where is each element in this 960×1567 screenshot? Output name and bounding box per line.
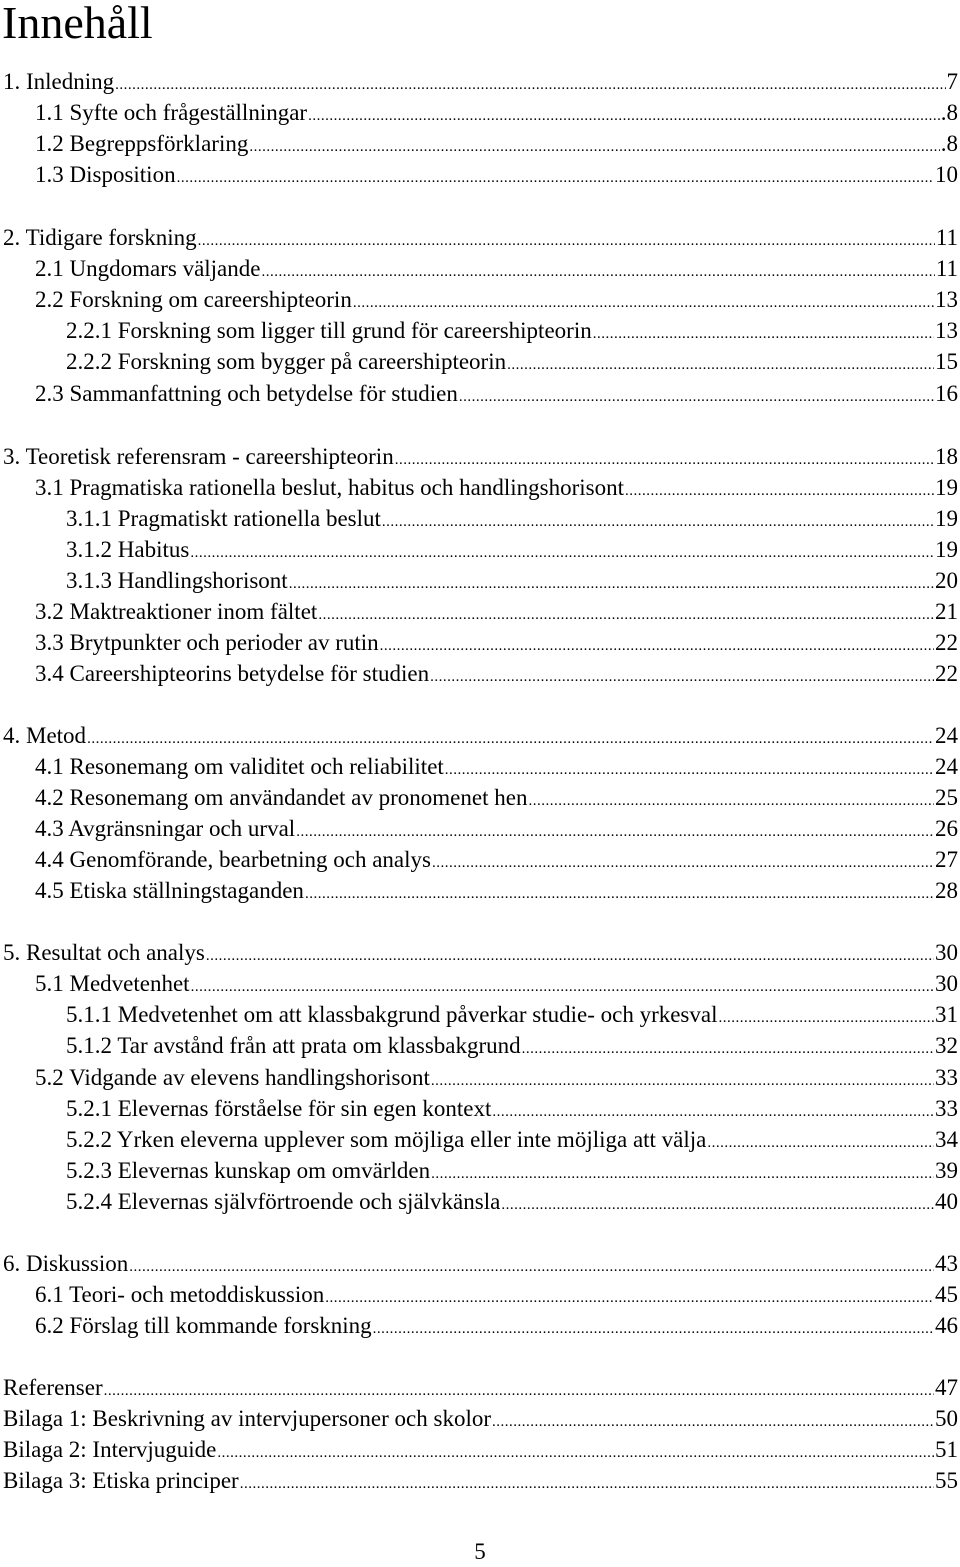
- toc-entry-title: Bilaga 1: Beskrivning av intervjupersoner och skolor: [3, 1406, 492, 1431]
- toc-entry-page: 20: [935, 568, 958, 593]
- toc-entry-page: .8: [940, 100, 958, 125]
- toc-entry-title: 2.1 Ungdomars väljande: [35, 256, 261, 281]
- toc-entry[interactable]: [3, 1248, 958, 1279]
- toc-entry-title: 2.2.1 Forskning som ligger till grund för careershipteorin: [66, 318, 592, 343]
- toc-entry-page: 22: [935, 630, 958, 655]
- toc-entry-page: 39: [935, 1158, 958, 1183]
- toc-entry-title: Bilaga 3: Etiska principer: [3, 1468, 239, 1493]
- toc-entry-page: 30: [935, 940, 958, 965]
- toc-entry-page: 34: [935, 1127, 958, 1152]
- toc-entry-title: 3.1.1 Pragmatiskt rationella beslut: [66, 506, 381, 531]
- toc-entry-page: 55: [935, 1468, 958, 1493]
- toc-entry-title: 5.1 Medvetenhet: [35, 971, 190, 996]
- toc-entry[interactable]: [66, 1155, 958, 1186]
- toc-entry-title: 6.2 Förslag till kommande forskning: [35, 1313, 372, 1338]
- toc-entry-title: 4.3 Avgränsningar och urval: [35, 816, 296, 841]
- toc-entry-page: 40: [935, 1189, 958, 1214]
- toc-entry-page: 45: [935, 1282, 958, 1307]
- toc-entry-title: 4.5 Etiska ställningstaganden: [35, 878, 304, 903]
- toc-entry-page: 19: [935, 506, 958, 531]
- toc-entry[interactable]: [3, 1434, 958, 1465]
- toc-entry-page: 15: [935, 349, 958, 374]
- toc-entry-page: 11: [935, 256, 958, 281]
- toc-entry-page: 25: [935, 785, 958, 810]
- toc-entry[interactable]: [35, 1310, 958, 1341]
- toc-entry[interactable]: [35, 782, 958, 813]
- toc-entry-page: 22: [935, 661, 958, 686]
- toc-entry-title: 5. Resultat och analys: [3, 940, 205, 965]
- toc-entry-page: 18: [935, 444, 958, 469]
- toc-entry[interactable]: [35, 472, 958, 503]
- toc-entry-title: 2.2.2 Forskning som bygger på careershipteorin: [66, 349, 507, 374]
- toc-entry-page: 33: [935, 1096, 958, 1121]
- toc-dot-leader: [177, 163, 934, 194]
- toc-entry-page: 7: [946, 69, 958, 94]
- toc-dot-leader: [522, 1034, 934, 1065]
- toc-entry[interactable]: [3, 1403, 958, 1434]
- toc-entry-page: 24: [935, 723, 958, 748]
- toc-entry-title: 3.2 Maktreaktioner inom fältet: [35, 599, 318, 624]
- toc-entry-title: 2.3 Sammanfattning och betydelse för studien: [35, 381, 458, 406]
- toc-entry-title: 2.2 Forskning om careershipteorin: [35, 287, 352, 312]
- toc-entry[interactable]: [3, 720, 958, 751]
- toc-entry-title: 3.3 Brytpunkter och perioder av rutin: [35, 630, 379, 655]
- toc-entry[interactable]: [66, 315, 958, 346]
- toc-entry-page: 10: [935, 162, 958, 187]
- toc-dot-leader: [240, 1469, 934, 1500]
- toc-entry-title: 3.1.3 Handlingshorisont: [66, 568, 288, 593]
- toc-entry-title: Referenser: [3, 1375, 103, 1400]
- toc-entry-title: 5.2 Vidgande av elevens handlingshorisont: [35, 1065, 430, 1090]
- toc-entry-page: 27: [935, 847, 958, 872]
- toc-entry-title: 5.2.3 Elevernas kunskap om omvärlden: [66, 1158, 431, 1183]
- toc-entry[interactable]: [3, 66, 958, 97]
- toc-entry[interactable]: [66, 1093, 958, 1124]
- toc-entry[interactable]: [35, 658, 958, 689]
- toc-entry-title: 1.2 Begreppsförklaring: [35, 131, 249, 156]
- toc-entry-page: 11: [935, 225, 958, 250]
- toc-entry-page: 32: [935, 1033, 958, 1058]
- toc-entry[interactable]: [66, 565, 958, 596]
- toc-entry[interactable]: [35, 1279, 958, 1310]
- toc-entry[interactable]: [35, 875, 958, 906]
- toc-entry[interactable]: [35, 968, 958, 999]
- toc-entry-page: 33: [935, 1065, 958, 1090]
- toc-entry-title: 5.1.1 Medvetenhet om att klassbakgrund påverkar studie- och yrkesval: [66, 1002, 718, 1027]
- toc-entry[interactable]: [3, 222, 958, 253]
- toc-entry[interactable]: [66, 999, 958, 1030]
- toc-entry[interactable]: [3, 441, 958, 472]
- toc-entry-page: 24: [935, 754, 958, 779]
- toc-entry[interactable]: [35, 813, 958, 844]
- toc-entry-title: 5.1.2 Tar avstånd från att prata om klassbakgrund: [66, 1033, 521, 1058]
- toc-entry-title: 3.1 Pragmatiska rationella beslut, habitus och handlingshorisont: [35, 475, 624, 500]
- toc-entry-page: 51: [935, 1437, 958, 1462]
- toc-entry-page: 13: [935, 318, 958, 343]
- page-title: Innehåll: [2, 0, 153, 48]
- toc-entry[interactable]: [35, 627, 958, 658]
- toc-entry[interactable]: [35, 751, 958, 782]
- toc-entry[interactable]: [66, 1124, 958, 1155]
- toc-dot-leader: [373, 1314, 934, 1345]
- toc-entry-title: 4.1 Resonemang om validitet och reliabilitet: [35, 754, 444, 779]
- toc-entry-title: 1.3 Disposition: [35, 162, 176, 187]
- toc-entry-page: 16: [935, 381, 958, 406]
- toc-entry[interactable]: [35, 128, 958, 159]
- toc-entry-title: 6. Diskussion: [3, 1251, 129, 1276]
- toc-entry-title: 4.4 Genomförande, bearbetning och analys: [35, 847, 431, 872]
- toc-entry-page: 13: [935, 287, 958, 312]
- page-number: 5: [474, 1539, 486, 1564]
- toc-entry[interactable]: [66, 346, 958, 377]
- toc-entry[interactable]: [35, 159, 958, 190]
- toc-entry-title: 1.1 Syfte och frågeställningar: [35, 100, 308, 125]
- toc-entry-page: 30: [935, 971, 958, 996]
- toc-entry[interactable]: [35, 844, 958, 875]
- toc-entry-page: 28: [935, 878, 958, 903]
- toc-dot-leader: [459, 382, 934, 413]
- toc-entry[interactable]: [66, 1186, 958, 1217]
- toc-entry-title: Bilaga 2: Intervjuguide: [3, 1437, 217, 1462]
- toc-entry[interactable]: [35, 253, 958, 284]
- toc-entry-title: 1. Inledning: [3, 69, 115, 94]
- toc-entry[interactable]: [3, 1372, 958, 1403]
- toc-dot-leader: [501, 1190, 934, 1221]
- toc-entry-title: 3.1.2 Habitus: [66, 537, 190, 562]
- toc-entry-title: 3. Teoretisk referensram - careershipteorin: [3, 444, 394, 469]
- toc-entry-page: 47: [935, 1375, 958, 1400]
- toc-dot-leader: [507, 350, 934, 381]
- toc-entry-title: 5.2.4 Elevernas självförtroende och självkänsla: [66, 1189, 501, 1214]
- toc-entry-title: 4.2 Resonemang om användandet av pronomenet hen: [35, 785, 528, 810]
- toc-entry[interactable]: [66, 1030, 958, 1061]
- toc-entry[interactable]: [3, 937, 958, 968]
- toc-entry-page: 46: [935, 1313, 958, 1338]
- toc-entry[interactable]: [3, 1465, 958, 1496]
- toc-entry-page: 19: [935, 475, 958, 500]
- toc-entry[interactable]: [35, 97, 958, 128]
- toc-entry-title: 5.2.1 Elevernas förståelse för sin egen kontext: [66, 1096, 492, 1121]
- toc-dot-leader: [305, 879, 934, 910]
- toc-entry-page: .8: [940, 131, 958, 156]
- toc-entry-page: 26: [935, 816, 958, 841]
- toc-entry[interactable]: [66, 503, 958, 534]
- toc-entry-page: 43: [935, 1251, 958, 1276]
- toc-entry[interactable]: [66, 534, 958, 565]
- toc-entry[interactable]: [35, 284, 958, 315]
- toc-entry-page: 21: [935, 599, 958, 624]
- toc-entry-page: 50: [935, 1406, 958, 1431]
- toc-entry-title: 4. Metod: [3, 723, 87, 748]
- toc-entry-title: 3.4 Careershipteorins betydelse för studien: [35, 661, 430, 686]
- toc-entry-title: 5.2.2 Yrken eleverna upplever som möjliga eller inte möjliga att välja: [66, 1127, 707, 1152]
- toc-entry-title: 6.1 Teori- och metoddiskussion: [35, 1282, 325, 1307]
- toc-entry-title: 2. Tidigare forskning: [3, 225, 197, 250]
- toc-dot-leader: [430, 662, 934, 693]
- toc-entry-page: 31: [935, 1002, 958, 1027]
- toc-entry[interactable]: [35, 378, 958, 409]
- toc-entry[interactable]: [35, 596, 958, 627]
- toc-entry-page: 19: [935, 537, 958, 562]
- toc-entry[interactable]: [35, 1062, 958, 1093]
